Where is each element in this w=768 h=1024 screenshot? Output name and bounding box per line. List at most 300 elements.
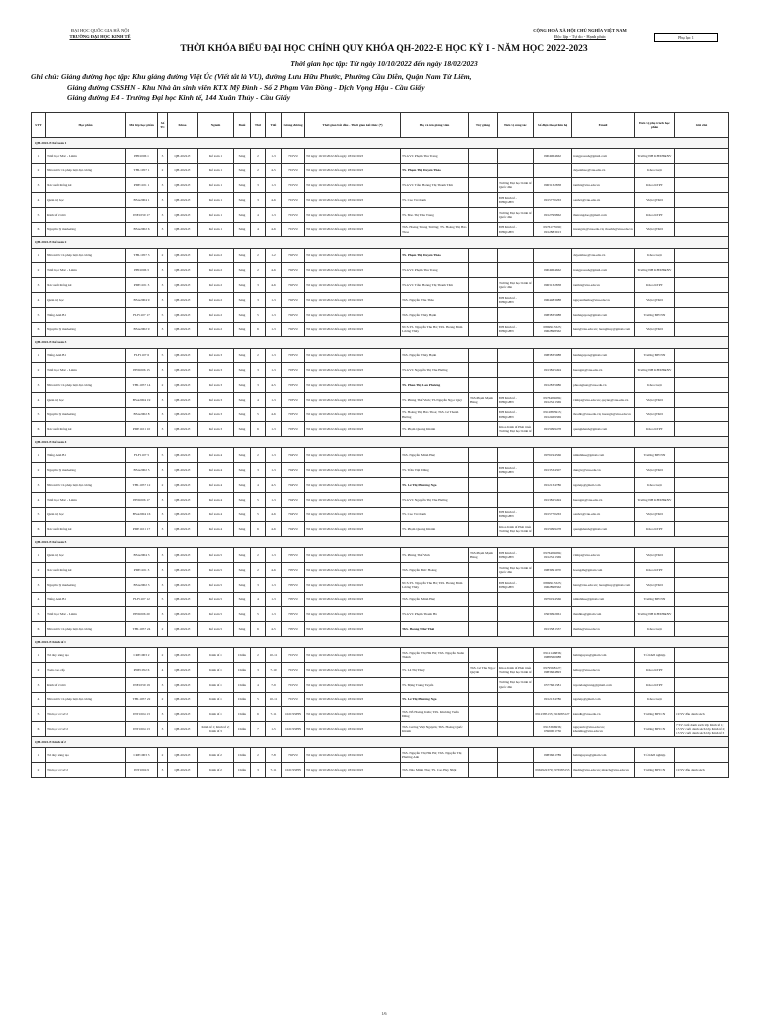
table-cell: [469, 207, 498, 222]
table-cell: 3: [251, 577, 266, 592]
table-cell: 1: [32, 748, 46, 763]
table-cell: QH-2022-E: [168, 378, 198, 393]
table-cell: [498, 692, 534, 707]
table-cell: Nhà nước và pháp luật đại cương: [46, 378, 126, 393]
table-cell: 3: [158, 707, 168, 722]
table-cell: Tổ Khởi nghiệp: [635, 648, 675, 663]
table-cell: TS. Cao Tú Oanh: [401, 507, 469, 522]
table-cell: 0976194566: [534, 448, 572, 463]
table-cell: QH-2022-E: [168, 293, 198, 308]
table-cell: 0912883913; 0912469369: [534, 407, 572, 422]
table-cell: TS. Phùng Thế Vinh; TS.Nguyễn Ngọc Quý: [401, 392, 469, 407]
table-cell: 4: [32, 692, 46, 707]
table-cell: 2: [251, 563, 266, 578]
table-cell: PDE1101 3: [126, 278, 158, 293]
table-cell: 2: [32, 762, 46, 777]
table-cell: [675, 577, 729, 592]
class-group-label: QH-2022-E Kế toán 2: [32, 237, 729, 248]
table-cell: QH-2022-E: [168, 448, 198, 463]
table-cell: 7-8: [266, 748, 282, 763]
table-cell: 5: [251, 492, 266, 507]
table-cell: 6: [32, 622, 46, 637]
table-row: [32, 607, 729, 622]
table-cell: 4: [251, 677, 266, 692]
table-cell: TS. Phạm Quang Khánh: [401, 422, 469, 437]
table-cell: 0915770263: [534, 507, 572, 522]
table-cell: 1-3: [266, 148, 282, 163]
table-cell: [675, 348, 729, 363]
table-cell: Khoa KTPT: [635, 178, 675, 193]
table-cell: [675, 293, 729, 308]
table-cell: BSA2004 19: [126, 392, 158, 407]
table-cell: TS. Cao Tú Oanh: [401, 193, 469, 208]
table-row: [32, 378, 729, 393]
table-cell: Sáng: [234, 492, 251, 507]
table-cell: NCS.TS. Nguyễn Thu Hà; ThS. Hoàng Đàm Lương Thủy: [401, 577, 469, 592]
table-cell: BSA2004 1: [126, 193, 158, 208]
table-cell: 4: [32, 592, 46, 607]
table-cell: 5: [32, 307, 46, 322]
table-cell: Khoa KTPT: [635, 563, 675, 578]
table-cell: 0983991970: [534, 563, 572, 578]
table-cell: 0915999478: [534, 422, 572, 437]
table-cell: Từ ngày 10/10/2022 đến ngày 18/02/2023: [305, 548, 401, 563]
table-cell: Kinh tế 1: [198, 677, 234, 692]
table-cell: 3: [32, 677, 46, 692]
table-cell: PHI1006 3: [126, 263, 158, 278]
table-cell: 5: [158, 592, 168, 607]
table-cell: QH-2022-E: [168, 622, 198, 637]
table-cell: TS. Phạm Quang Khánh: [401, 522, 469, 537]
table-cell: QH-2022-E: [168, 722, 198, 737]
document-title: THỜI KHÓA BIỂU ĐẠI HỌC CHÍNH QUY KHÓA QH-2022-E HỌC KỲ I - NĂM HỌC 2022-2023: [180, 44, 588, 54]
table-cell: 702VU: [282, 263, 305, 278]
table-cell: [469, 563, 498, 578]
table-cell: 3: [251, 762, 266, 777]
table-cell: ĐH Kinh tế - ĐHQGHN: [498, 577, 534, 592]
class-group-row: [32, 137, 729, 148]
table-cell: [469, 622, 498, 637]
table-cell: Chiều: [234, 748, 251, 763]
table-cell: [469, 463, 498, 478]
table-cell: THL1057 3: [126, 248, 158, 263]
table-cell: 3: [32, 577, 46, 592]
table-row: [32, 163, 729, 178]
table-cell: Từ ngày 10/10/2022 đến ngày 18/02/2023: [305, 522, 401, 537]
table-cell: 703VU: [282, 407, 305, 422]
table-cell: 6: [32, 522, 46, 537]
table-cell: QH-2022-E: [168, 178, 198, 193]
table-cell: [498, 448, 534, 463]
table-cell: [675, 677, 729, 692]
table-cell: 0904964662: [534, 148, 572, 163]
table-cell: 0913825494: [534, 492, 572, 507]
table-cell: 0912134786: [534, 477, 572, 492]
table-cell: 2: [158, 248, 168, 263]
table-cell: [675, 278, 729, 293]
table-cell: 702VU: [282, 748, 305, 763]
table-cell: Sáng: [234, 477, 251, 492]
class-group-label: QH-2022-E Kế toán 1: [32, 137, 729, 148]
table-cell: 6: [32, 322, 46, 337]
table-cell: trangpt.ussh@gmail.com: [572, 148, 635, 163]
table-cell: 701VU: [282, 692, 305, 707]
table-cell: 705VU: [282, 563, 305, 578]
table-cell: [498, 148, 534, 163]
table-cell: 701VU: [282, 648, 305, 663]
table-cell: [498, 748, 534, 763]
table-cell: Từ ngày 10/10/2022 đến ngày 18/02/2023: [305, 207, 401, 222]
table-cell: Nhà nước và pháp luật đại cương: [46, 692, 126, 707]
table-cell: TS.GVC Trần Hoàng Thị Thanh Tâm: [401, 278, 469, 293]
column-header: Buổi: [234, 113, 251, 138]
class-group-row: [32, 437, 729, 448]
table-cell: [469, 148, 498, 163]
table-cell: Từ ngày 10/10/2022 đến ngày 18/02/2023: [305, 422, 401, 437]
table-cell: Sáng: [234, 163, 251, 178]
table-cell: BSA2002 6: [126, 222, 158, 237]
table-cell: BSA2004 3: [126, 548, 158, 563]
table-cell: Xác suất thống kê: [46, 178, 126, 193]
table-cell: TS.GVC Trần Hoàng Thị Thanh Tâm: [401, 178, 469, 193]
table-cell: Sáng: [234, 178, 251, 193]
table-cell: Từ ngày 10/10/2022 đến ngày 18/02/2023: [305, 507, 401, 522]
table-cell: Kế toán 4: [198, 448, 234, 463]
table-cell: 0377661381: [534, 677, 572, 692]
table-cell: Trường ĐH NN: [635, 592, 675, 607]
table-cell: Khoa Luật: [635, 692, 675, 707]
table-cell: TS.GVC Phạm Thanh Hà: [401, 607, 469, 622]
table-cell: Kế toán 2: [198, 307, 234, 322]
table-cell: FLF1107 12: [126, 592, 158, 607]
class-group-row: [32, 237, 729, 248]
table-cell: Triết học Mác - Lênin: [46, 607, 126, 622]
table-row: [32, 407, 729, 422]
table-cell: ĐH Kinh tế - ĐHQGHN: [498, 463, 534, 478]
table-cell: 6: [32, 422, 46, 437]
table-cell: Kế toán 4: [198, 463, 234, 478]
table-cell: 102CSSHN: [282, 707, 305, 722]
table-cell: quangkhanh@gmail.com: [572, 422, 635, 437]
table-cell: 0915770263: [534, 193, 572, 208]
table-cell: 2: [251, 648, 266, 663]
table-cell: Sáng: [234, 293, 251, 308]
table-cell: FLF1107 6: [126, 348, 158, 363]
table-cell: 4-5: [266, 163, 282, 178]
table-cell: QH-2022-E: [168, 248, 198, 263]
table-cell: 2: [251, 548, 266, 563]
table-cell: QH-2022-E: [168, 322, 198, 337]
table-cell: 3: [251, 662, 266, 677]
table-cell: Chiều: [234, 722, 251, 737]
table-cell: Sáng: [234, 563, 251, 578]
table-cell: Nguyên lý marketing: [46, 577, 126, 592]
table-cell: 3: [158, 762, 168, 777]
table-cell: 1-5: [266, 722, 282, 737]
table-cell: Tiếng Anh B1: [46, 348, 126, 363]
table-cell: 705VU: [282, 577, 305, 592]
table-cell: 19 SV đầu danh sách: [675, 707, 729, 722]
table-cell: 1-3: [266, 492, 282, 507]
table-cell: 4-6: [266, 193, 282, 208]
table-cell: [675, 563, 729, 578]
table-cell: ĐH Kinh tế - ĐHQGHN: [498, 507, 534, 522]
note-line: Giảng đường CSSHN - Khu Nhà ăn sinh viên KTX Mỹ Đình - Số 2 Phạm Văn Đồng - Dịch Vọng Hậu - Cầu Giấy: [67, 82, 425, 92]
table-cell: 5: [158, 348, 168, 363]
table-cell: 3: [158, 178, 168, 193]
table-cell: QH-2022-E: [168, 422, 198, 437]
table-cell: Sáng: [234, 278, 251, 293]
table-cell: 1: [32, 348, 46, 363]
table-cell: 1: [32, 448, 46, 463]
table-cell: Kế toán 2: [198, 263, 234, 278]
table-cell: 4: [32, 193, 46, 208]
table-cell: 4: [32, 293, 46, 308]
table-cell: QH-2022-E: [168, 207, 198, 222]
table-cell: Chiều: [234, 762, 251, 777]
table-row: [32, 293, 729, 308]
table-cell: FLF1107 5: [126, 448, 158, 463]
table-cell: 704VU: [282, 477, 305, 492]
table-cell: 4-5: [266, 622, 282, 637]
table-cell: 1: [32, 248, 46, 263]
table-cell: Tư duy sáng tạo: [46, 748, 126, 763]
table-cell: Từ ngày 10/10/2022 đến ngày 18/02/2023: [305, 148, 401, 163]
table-row: [32, 207, 729, 222]
table-cell: ThS. Đỗ Hoàng Kiên; ThS. Khương Tuấn Dũng: [401, 707, 469, 722]
table-row: [32, 677, 729, 692]
table-cell: PDE1101 3: [126, 563, 158, 578]
table-cell: 705VU: [282, 622, 305, 637]
table-cell: Trường ĐH KHXH&NV: [635, 363, 675, 378]
table-cell: QH-2022-E: [168, 677, 198, 692]
table-cell: Kinh tế 1: [198, 648, 234, 663]
table-cell: kiendh@vnu.edu.vn: [572, 707, 635, 722]
table-cell: 0913825494: [534, 363, 572, 378]
table-cell: ThS. Nguyễn Thúy Hạnh: [401, 348, 469, 363]
class-group-row: [32, 636, 729, 647]
table-cell: 703VU: [282, 392, 305, 407]
table-cell: 0962922379; 976583153: [534, 762, 572, 777]
table-cell: lethuy@vnu.edu.vn: [572, 662, 635, 677]
table-cell: 3: [158, 563, 168, 578]
table-cell: Từ ngày 10/10/2022 đến ngày 18/02/2023: [305, 448, 401, 463]
table-cell: 4-6: [266, 507, 282, 522]
table-cell: 2: [32, 662, 46, 677]
table-cell: [469, 407, 498, 422]
table-cell: 1-3: [266, 607, 282, 622]
table-cell: Kế toán 2: [198, 248, 234, 263]
table-cell: Sáng: [234, 148, 251, 163]
table-cell: 1-3: [266, 577, 282, 592]
table-cell: Viện QTKD: [635, 463, 675, 478]
table-cell: Từ ngày 10/10/2022 đến ngày 18/02/2023: [305, 263, 401, 278]
table-cell: ThS. Nguyễn Minh Huệ: [401, 592, 469, 607]
table-cell: Chiều: [234, 707, 251, 722]
table-cell: ThS. Nguyễn Thị Hải Hà; ThS. Nguyễn Thị Phương Anh: [401, 748, 469, 763]
table-cell: 4-6: [266, 222, 282, 237]
table-cell: 0983835988: [534, 307, 572, 322]
table-cell: TS. Lê Thị Thuý: [401, 662, 469, 677]
table-cell: THL1057 1: [126, 163, 158, 178]
table-cell: [675, 307, 729, 322]
table-row: [32, 392, 729, 407]
table-cell: [675, 193, 729, 208]
table-cell: huongnt@vnu.edu.vn: [572, 363, 635, 378]
university-name: ĐẠI HỌC QUỐC GIA HÀ NỘI: [70, 28, 130, 33]
table-row: [32, 422, 729, 437]
table-cell: Khoa Luật: [635, 477, 675, 492]
table-cell: 4: [251, 477, 266, 492]
table-cell: 2: [251, 748, 266, 763]
table-cell: [469, 448, 498, 463]
table-cell: 702VU: [282, 322, 305, 337]
table-cell: Kinh tế 1: [198, 707, 234, 722]
page-number: 1/6: [381, 1011, 387, 1016]
table-cell: [469, 222, 498, 237]
table-cell: QH-2022-E: [168, 477, 198, 492]
table-cell: 1: [32, 648, 46, 663]
table-cell: Quản trị học: [46, 293, 126, 308]
table-cell: Từ ngày 10/10/2022 đến ngày 18/02/2023: [305, 477, 401, 492]
table-cell: [675, 592, 729, 607]
table-cell: Kinh tế vi mô: [46, 207, 126, 222]
table-cell: 3: [32, 378, 46, 393]
table-cell: [675, 392, 729, 407]
table-cell: Trường Đại học Kinh tế Quốc dân: [498, 677, 534, 692]
table-cell: Nhà nước và pháp luật đại cương: [46, 248, 126, 263]
table-cell: trangpt.ussh@gmail.com: [572, 263, 635, 278]
table-cell: [675, 222, 729, 237]
table-cell: [675, 263, 729, 278]
table-cell: 6: [251, 522, 266, 537]
table-cell: Sáng: [234, 548, 251, 563]
table-cell: 3: [158, 322, 168, 337]
column-header: Giảng đường: [282, 113, 305, 138]
table-cell: [469, 163, 498, 178]
table-cell: 0964483988: [534, 293, 572, 308]
class-group-row: [32, 736, 729, 747]
table-cell: 0983661789: [534, 748, 572, 763]
table-cell: Trường Đại học Kinh tế Quốc dân: [498, 178, 534, 193]
table-cell: ThS. Lê Thu Ngọc Quỳnh: [469, 662, 498, 677]
table-cell: 3: [158, 392, 168, 407]
table-cell: 3: [251, 293, 266, 308]
column-header: Tiết: [266, 113, 282, 138]
table-cell: Sáng: [234, 363, 251, 378]
table-cell: TS. Đặng Trung Tuyến: [401, 677, 469, 692]
table-cell: ThS. Hoàng Như Thái: [401, 622, 469, 637]
table-cell: Sáng: [234, 248, 251, 263]
table-cell: [498, 622, 534, 637]
table-cell: QH-2022-E: [168, 263, 198, 278]
table-cell: 3: [158, 522, 168, 537]
table-cell: [469, 507, 498, 522]
table-cell: PDE1101 1: [126, 178, 158, 193]
table-cell: 2: [32, 263, 46, 278]
table-cell: 0963132838: [534, 178, 572, 193]
table-cell: PDE1101 17: [126, 522, 158, 537]
table-cell: [675, 148, 729, 163]
table-cell: Sáng: [234, 348, 251, 363]
table-cell: 2: [32, 463, 46, 478]
table-cell: 4-6: [266, 407, 282, 422]
table-cell: 0912835986: [534, 378, 572, 393]
table-cell: Sáng: [234, 622, 251, 637]
table-cell: [469, 522, 498, 537]
table-cell: FLF1107 17: [126, 307, 158, 322]
table-cell: Sáng: [234, 263, 251, 278]
table-cell: 1-3: [266, 363, 282, 378]
table-row: [32, 592, 729, 607]
table-cell: Khoa KTPT: [635, 522, 675, 537]
table-cell: PDE1101 10: [126, 422, 158, 437]
table-cell: 1-3: [266, 548, 282, 563]
table-cell: Kế toán 5: [198, 607, 234, 622]
table-cell: 1: [32, 148, 46, 163]
table-cell: 3: [251, 178, 266, 193]
table-cell: Trường ĐH NN: [635, 448, 675, 463]
table-cell: 702VU: [282, 278, 305, 293]
table-row: [32, 648, 729, 663]
table-cell: [469, 307, 498, 322]
column-header: Thứ: [251, 113, 266, 138]
table-cell: [469, 193, 498, 208]
table-cell: 19 SV đầu danh sách: [675, 762, 729, 777]
table-cell: hant@vnu.edu.vn; luongthuy@gmail.com: [572, 322, 635, 337]
table-cell: 702VU: [282, 307, 305, 322]
table-cell: 4-5: [266, 477, 282, 492]
table-cell: 3: [32, 278, 46, 293]
table-cell: [469, 293, 498, 308]
table-cell: Kế toán 1: [198, 222, 234, 237]
table-cell: Sáng: [234, 522, 251, 537]
table-cell: 703VU: [282, 363, 305, 378]
table-cell: 701VU: [282, 163, 305, 178]
table-cell: [675, 522, 729, 537]
table-cell: CRE1003 3: [126, 748, 158, 763]
table-cell: Trường ĐH CN: [635, 722, 675, 737]
table-cell: QH-2022-E: [168, 307, 198, 322]
table-cell: Từ ngày 10/10/2022 đến ngày 18/02/2023: [305, 363, 401, 378]
table-cell: QH-2022-E: [168, 492, 198, 507]
table-cell: Tin học cơ sở 2: [46, 722, 126, 737]
table-cell: 5: [158, 448, 168, 463]
table-cell: 10-11: [266, 692, 282, 707]
table-cell: 3: [158, 677, 168, 692]
table-cell: Viện QTKD: [635, 193, 675, 208]
table-cell: [469, 677, 498, 692]
table-cell: [469, 722, 498, 737]
table-cell: 5: [32, 507, 46, 522]
table-cell: Từ ngày 10/10/2022 đến ngày 18/02/2023: [305, 322, 401, 337]
class-group-label: QH-2022-E Kinh tế 1: [32, 636, 729, 647]
table-cell: QH-2022-E: [168, 222, 198, 237]
table-cell: [469, 707, 498, 722]
table-cell: 0976499284; 0912321369: [534, 392, 572, 407]
table-cell: Khoa Kinh tế Phát triển Trường Đại học Kinh tế: [498, 522, 534, 537]
table-cell: [675, 607, 729, 622]
table-cell: TS. Phùng Thế Vinh: [401, 548, 469, 563]
table-row: [32, 463, 729, 478]
table-cell: Khoa KTPT: [635, 278, 675, 293]
table-cell: [498, 648, 534, 663]
table-cell: 701VU: [282, 677, 305, 692]
table-cell: 2: [158, 648, 168, 663]
table-cell: [498, 607, 534, 622]
table-cell: 3: [158, 463, 168, 478]
table-cell: 5: [251, 507, 266, 522]
